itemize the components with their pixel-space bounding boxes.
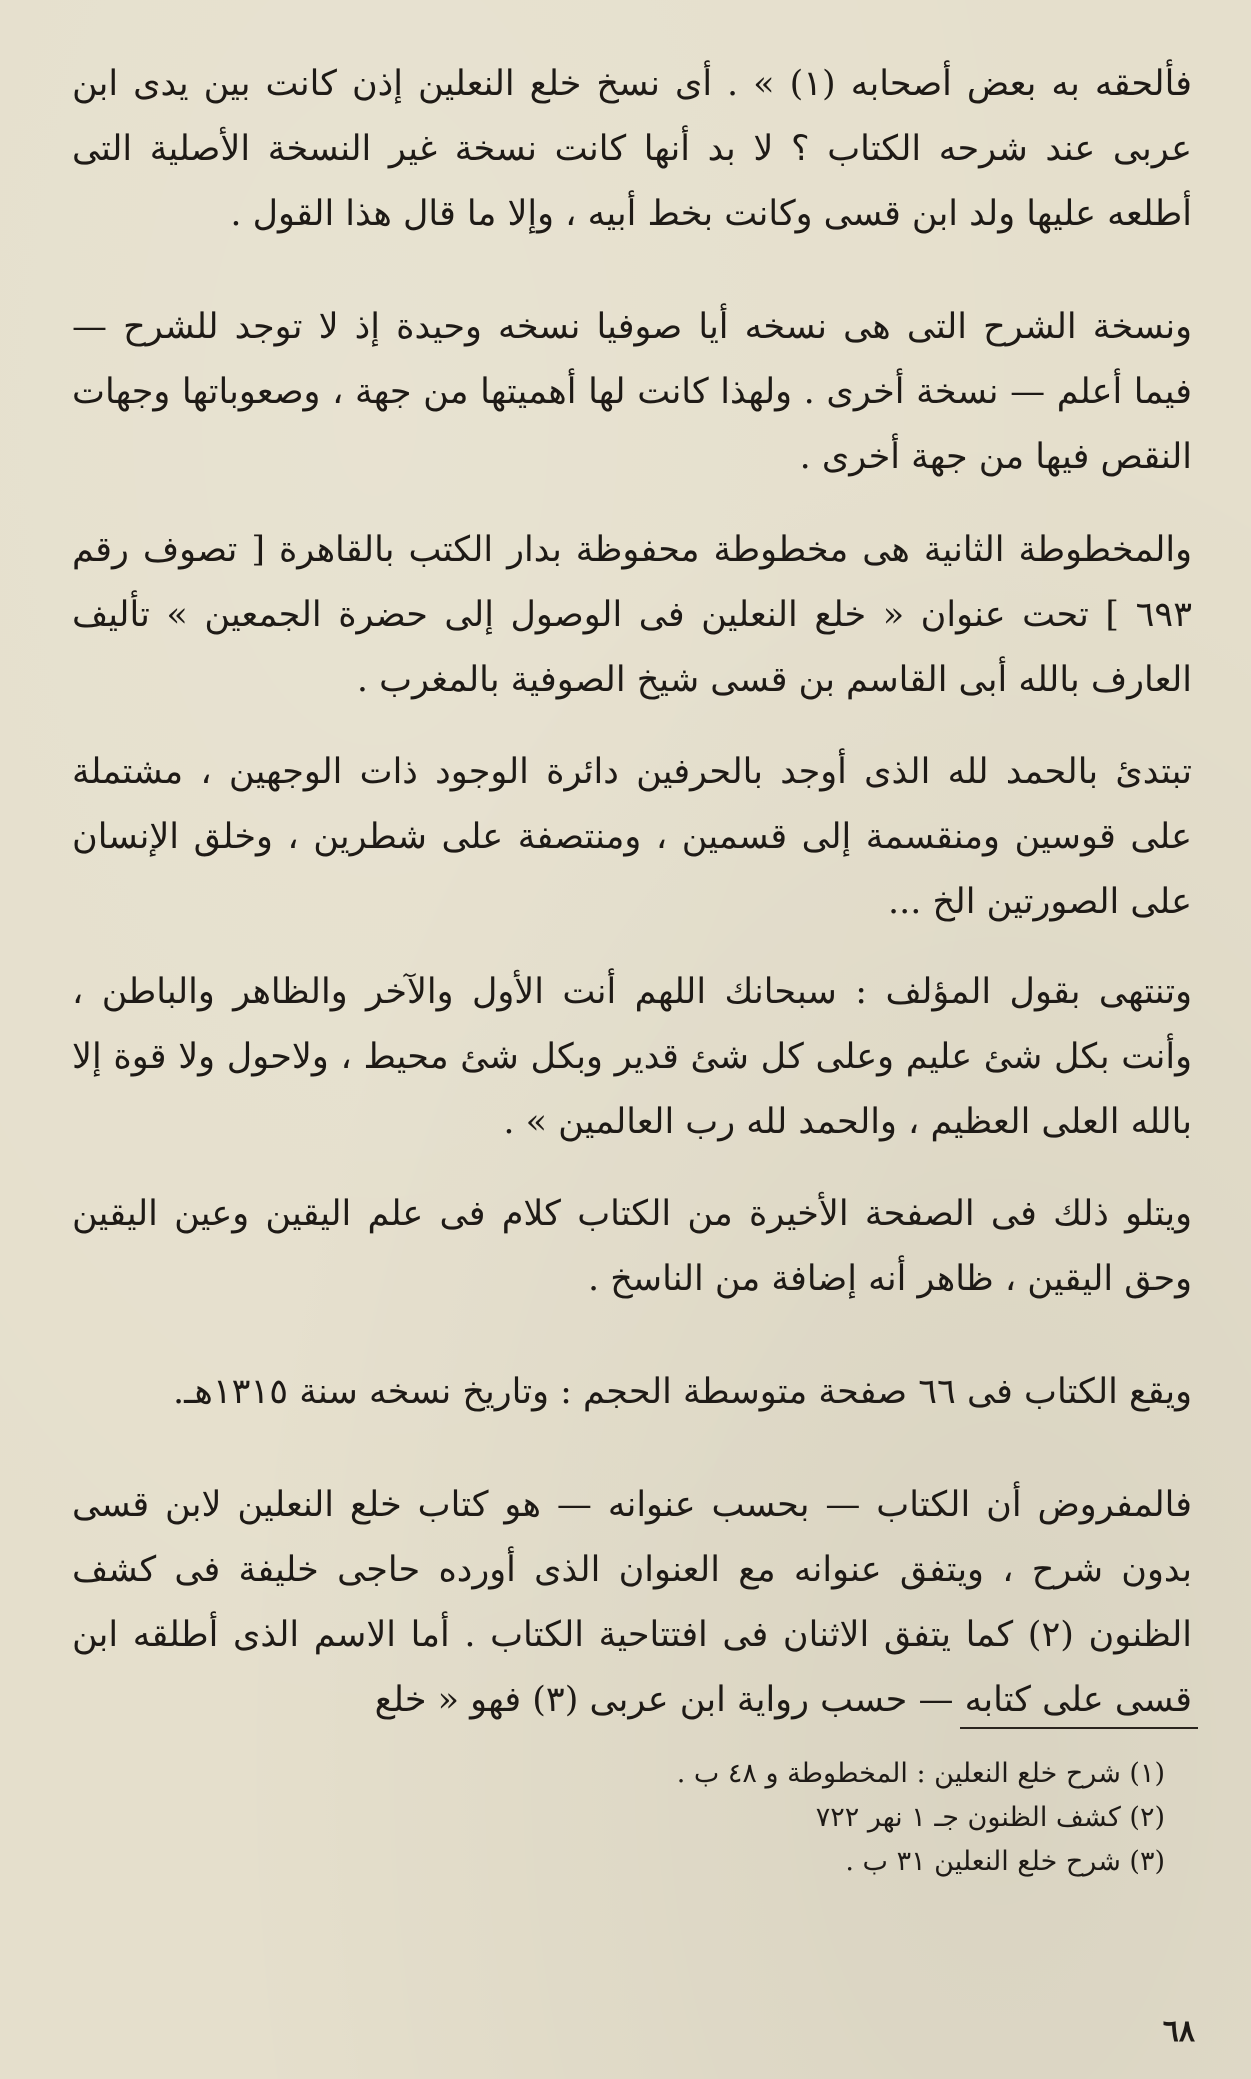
- footnote-3: (٣) شرح خلع النعلين ٣١ ب .: [845, 1846, 1165, 1877]
- page-number: ٦٨: [1162, 2014, 1195, 2049]
- paragraph-6: [72, 1182, 1192, 1312]
- paragraph-text: ويتلو ذلك فى الصفحة الأخيرة من الكتاب كلام فى علم اليقين وعين اليقين وحق اليقين ، ظاهر أنه إضافة من الناسخ .: [72, 1194, 1192, 1299]
- paragraph-4: [72, 740, 1192, 935]
- paragraph-3: [72, 518, 1192, 713]
- footnotes: [560, 1752, 1165, 1884]
- paragraph-text: ويقع الكتاب فى ٦٦ صفحة متوسطة الحجم : وتاريخ نسخه سنة ١٣١٥هـ.: [173, 1372, 1192, 1412]
- paragraph-8: [72, 1473, 1192, 1733]
- paragraph-text: ونسخة الشرح التى هى نسخه أيا صوفيا نسخه وحيدة إذ لا توجد للشرح — فيما أعلم — نسخة أخرى . ولهذا كانت لها أهميتها من جهة ، وصعوباتها وجهات النقص فيها من جهة أخرى .: [72, 307, 1192, 477]
- footnote-1: (١) شرح خلع النعلين : المخطوطة و ٤٨ ب .: [676, 1758, 1165, 1789]
- paragraph-7: [72, 1360, 1192, 1425]
- footnote-divider: [960, 1727, 1198, 1729]
- paragraph-1: [72, 52, 1192, 247]
- paragraph-text: وتنتهى بقول المؤلف : سبحانك اللهم أنت الأول والآخر والظاهر والباطن ، وأنت بكل شئ عليم وعلى كل شئ قدير وبكل شئ محيط ، ولاحول ولا قوة إلا بالله العلى العظيم ، والحمد لله رب العالمين » .: [72, 972, 1192, 1142]
- paragraph-text: فألحقه به بعض أصحابه (١) » . أى نسخ خلع النعلين إذن كانت بين يدى ابن عربى عند شرحه الكتاب ؟ لا بد أنها كانت نسخة غير النسخة الأصلية التى أطلعه عليها ولد ابن قسى وكانت بخط أبيه ، وإلا ما قال هذا القول .: [72, 64, 1192, 234]
- paragraph-text: تبتدئ بالحمد لله الذى أوجد بالحرفين دائرة الوجود ذات الوجهين ، مشتملة على قوسين ومنقسمة إلى قسمين ، ومنتصفة على شطرين ، وخلق الإنسان على الصورتين الخ ...: [72, 752, 1192, 922]
- paragraph-text: فالمفروض أن الكتاب — بحسب عنوانه — هو كتاب خلع النعلين لابن قسى بدون شرح ، ويتفق عنوانه مع العنوان الذى أورده حاجى خليفة فى كشف الظنون (٢) كما يتفق الاثنان فى افتتاحية الكتاب . أما الاسم الذى أطلقه ابن قسى على كتابه — حسب رواية ابن عربى (٣) فهو « خلع: [72, 1485, 1192, 1720]
- paragraph-text: والمخطوطة الثانية هى مخطوطة محفوظة بدار الكتب بالقاهرة [ تصوف رقم ٦٩٣ ] تحت عنوان « خلع النعلين فى الوصول إلى حضرة الجمعين » تأليف العارف بالله أبى القاسم بن قسى شيخ الصوفية بالمغرب .: [72, 530, 1192, 700]
- paragraph-2: [72, 295, 1192, 490]
- footnote-2: (٢) كشف الظنون جـ ١ نهر ٧٢٢: [815, 1802, 1165, 1833]
- paragraph-5: [72, 960, 1192, 1155]
